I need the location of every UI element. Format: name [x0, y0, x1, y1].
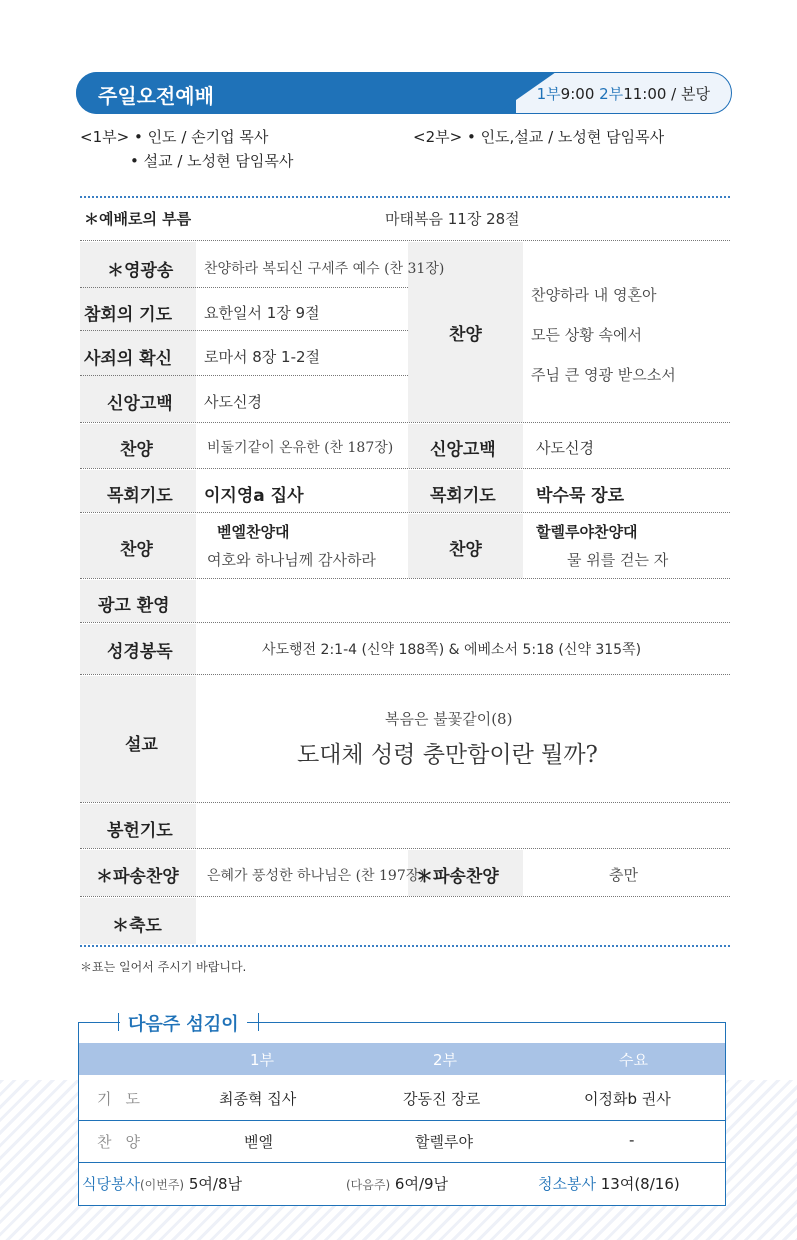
divider: [80, 512, 730, 513]
divider: [80, 240, 730, 241]
next-week-title: 다음주 섬김이: [120, 1010, 247, 1036]
part2-prefix: <2부>: [413, 128, 463, 146]
choir2-name: 할렐루야찬양대: [536, 523, 638, 541]
divider: [80, 196, 730, 198]
prayer-wednesday: 이정화b 권사: [584, 1090, 671, 1108]
this-week-label: (이번주): [139, 1178, 185, 1192]
row-label-prayer: 기도: [97, 1090, 154, 1108]
sending2-label: ＊파송찬양: [416, 867, 499, 887]
this-week-value: 5여/8남: [188, 1175, 243, 1193]
repent-text: 요한일서 1장 9절: [204, 304, 320, 322]
divider: [80, 802, 730, 803]
time1-label: 1부: [536, 85, 561, 103]
divider: [80, 848, 730, 849]
divider: [80, 945, 730, 947]
ads-label: 광고 환영: [98, 596, 170, 616]
pastoral1-label: 목회기도: [107, 486, 173, 506]
sermon-label: 설교: [125, 735, 158, 755]
next-meal: [346, 1173, 448, 1194]
divider: [80, 674, 730, 675]
row-divider: [79, 1120, 725, 1121]
meal-service: [82, 1173, 242, 1194]
reading-text: 사도행전 2:1-4 (신약 188쪽) & 에베소서 5:18 (신약 315쪽): [262, 642, 642, 658]
standing-note: ＊표는 일어서 주시기 바랍니다.: [80, 960, 247, 974]
part1-line2: • 설교 / 노성현 담임목사: [130, 152, 294, 170]
next-label: (다음주): [346, 1178, 391, 1192]
praise-song-2: 모든 상황 속에서: [531, 326, 642, 344]
divider: [80, 622, 730, 623]
part1-leader: [80, 126, 268, 147]
choir1-name: 벧엘찬양대: [217, 523, 290, 541]
cleaning-value: 13여(8/16): [600, 1175, 680, 1193]
creed-text: 사도신경: [204, 393, 262, 411]
praise-song-1: 찬양하라 내 영혼아: [531, 286, 657, 304]
glory-text: 찬양하라 복되신 구세주 예수 (찬 31장): [204, 261, 445, 277]
praise-part2: 할렐루야: [415, 1133, 473, 1151]
sending1-text: 은혜가 풍성한 하나님은 (찬 197장): [207, 868, 425, 884]
reading-label: 성경봉독: [107, 642, 173, 662]
sermon-subtitle: 복음은 불꽃같이(8): [385, 710, 513, 728]
pastoral1-text: 이지영a 집사: [204, 486, 304, 506]
praise-wednesday: -: [629, 1131, 635, 1149]
choir1-label: 찬양: [120, 540, 153, 560]
col-part1: 1부: [250, 1051, 275, 1069]
choir1-song: 여호와 하나님께 감사하라: [207, 551, 376, 569]
sending1-label: ＊파송찬양: [96, 867, 179, 887]
next-value: 6여/9남: [394, 1175, 449, 1193]
bless-label: ＊축도: [112, 916, 162, 936]
praise-label: 찬양: [449, 325, 482, 345]
sermon-title: 도대체 성령 충만함이란 뭘까?: [297, 742, 598, 768]
offering-label: 봉헌기도: [107, 821, 173, 841]
part2-leader: [413, 126, 664, 147]
choir2-song: 물 위를 걷는 자: [567, 551, 669, 569]
meal-label: 식당봉사: [82, 1175, 140, 1193]
creed-label: 신앙고백: [107, 394, 173, 414]
service-time: [537, 83, 710, 104]
divider: [80, 375, 408, 376]
title-tick: [258, 1013, 259, 1031]
creed2-text: 사도신경: [536, 439, 594, 457]
choir2-label: 찬양: [449, 540, 482, 560]
absolve-text: 로마서 8장 1-2절: [204, 348, 321, 366]
hymn-label: 찬양: [120, 440, 153, 460]
time2-label: 2부: [599, 85, 624, 103]
service-header: [76, 72, 732, 114]
part1-line1: • 인도 / 손기업 목사: [133, 128, 269, 146]
sending2-text: 충만: [609, 866, 638, 884]
call-text: 마태복음 11장 28절: [385, 210, 520, 228]
absolve-label: 사죄의 확신: [84, 349, 173, 369]
repent-label: 참회의 기도: [84, 305, 173, 325]
pastoral2-label: 목회기도: [430, 486, 496, 506]
row-divider: [79, 1162, 725, 1163]
page-title: 주일오전예배: [98, 84, 214, 108]
divider: [80, 896, 730, 897]
time1: 9:00: [560, 85, 595, 103]
col-part2: 2부: [433, 1051, 458, 1069]
part1-prefix: <1부>: [80, 128, 130, 146]
glory-label: ＊영광송: [107, 261, 174, 281]
part2-line1: • 인도,설교 / 노성현 담임목사: [466, 128, 665, 146]
title-tick: [118, 1013, 119, 1031]
divider: [80, 422, 730, 423]
praise-part1: 벧엘: [244, 1133, 273, 1151]
time2: 11:00 / 본당: [623, 85, 710, 103]
hymn-text: 비둘기같이 온유한 (찬 187장): [207, 440, 394, 456]
prayer-part2: 강동진 장로: [403, 1090, 481, 1108]
divider: [80, 287, 408, 288]
call-label: ＊예배로의 부름: [84, 210, 192, 228]
praise-song-3: 주님 큰 영광 받으소서: [531, 366, 676, 384]
col-wednesday: 수요: [619, 1051, 648, 1069]
pastoral2-text: 박수묵 장로: [536, 486, 625, 506]
divider: [80, 578, 730, 579]
divider: [80, 468, 730, 469]
creed2-label: 신앙고백: [430, 440, 496, 460]
cleaning-service: [538, 1173, 680, 1194]
row-label-praise: 찬양: [97, 1133, 154, 1151]
divider: [80, 330, 408, 331]
prayer-part1: 최종혁 집사: [219, 1090, 297, 1108]
cleaning-label: 청소봉사: [538, 1175, 596, 1193]
